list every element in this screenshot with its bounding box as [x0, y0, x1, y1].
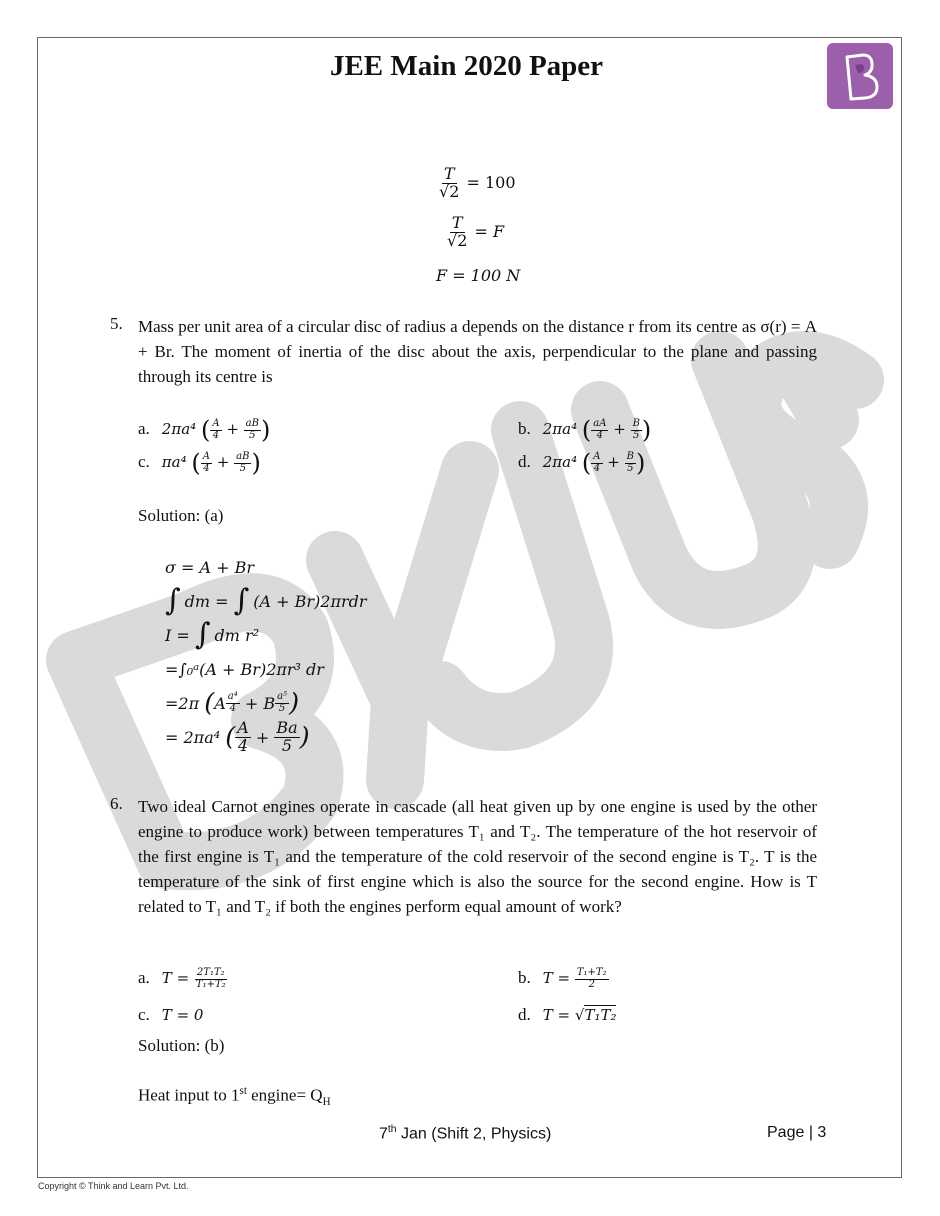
step-3: I = ∫ dm r² [165, 617, 260, 652]
page-number: Page | 3 [767, 1124, 827, 1141]
equation-3: F = 100 N [436, 266, 521, 285]
option-b: b. 2πa⁴ ( $\frac{aA}{4}$ + $\frac{B}{5}$ ) [518, 416, 652, 444]
step-2: ∫ dm = ∫ (A + Br)2πrdr [165, 583, 367, 618]
question-number: 5. [110, 314, 123, 333]
footer-exam-info: 7th Jan (Shift 2, Physics) [379, 1124, 552, 1143]
option-a: a. T = $\frac{\text{2T₁T₂}}{\text{T₁+T₂}}$ [138, 967, 226, 990]
step-5: =2π ( A $\frac{\text{a⁴}}{4}$ + B $\frac{\text{a⁵}}{5}$ ) [165, 688, 300, 718]
page-title: JEE Main 2020 Paper [329, 50, 604, 82]
step-1: σ = A + Br [165, 557, 255, 577]
option-b: b. T = $\frac{\text{T₁+T₂}}{2}$ [518, 967, 607, 990]
option-c: c. T = 0 [138, 1005, 204, 1024]
copyright: Copyright © Think and Learn Pvt. Ltd. [38, 1181, 189, 1191]
option-a: a. 2πa⁴ ( $\frac{A}{4}$ + $\frac{aB}{5}$ ) [138, 416, 271, 444]
byjus-logo-icon [827, 43, 893, 109]
question-number: 6. [110, 794, 123, 813]
equation-1: $\frac{T}{√2}$ = 100 [439, 164, 516, 201]
option-c: c. πa⁴ ( $\frac{A}{4}$ + $\frac{aB}{5}$ ) [138, 449, 261, 477]
option-d: d. 2πa⁴ ( $\frac{A}{4}$ + $\frac{B}{5}$ ) [518, 449, 646, 477]
equation-2: $\frac{T}{√2}$ = F [447, 213, 505, 250]
question-5-text: Mass per unit area of a circular disc of radius a depends on the distance r from its centre as σ(r) = A + Br. The moment of inertia of the disc about the axis, perpendicular to the plane and passing through its centre is [138, 317, 817, 386]
step-6: = 2πa⁴ ( $\frac{A}{4}$ + $\frac{Ba}{5}$ ) [165, 717, 310, 755]
heat-input-line: Heat input to 1st engine= $Q_H$ [138, 1085, 331, 1109]
solution-label: Solution: (a) [138, 506, 224, 525]
sqrt-icon: √ [574, 1006, 585, 1024]
solution-steps [165, 550, 367, 754]
question-6-text: Two ideal Carnot engines operate in cascade (all heat given up by one engine is used by the other engine to produce work) between temperatures T₁ and T₂. The temperature of the hot reservoir of the first engine is T₁ and the temperature of the cold reservoir of the second engine is T₂. T is the temperature of the sink of first engine which is also the source for the second engine. How is T related to T₁ and T₂ if both the engines perform equal amount of work? [138, 797, 817, 916]
solution-label: Solution: (b) [138, 1036, 225, 1055]
option-d: d. T = √T₁T₂ [518, 1005, 617, 1024]
step-4: =∫₀ᵃ(A + Br)2πr³ dr [165, 659, 324, 679]
